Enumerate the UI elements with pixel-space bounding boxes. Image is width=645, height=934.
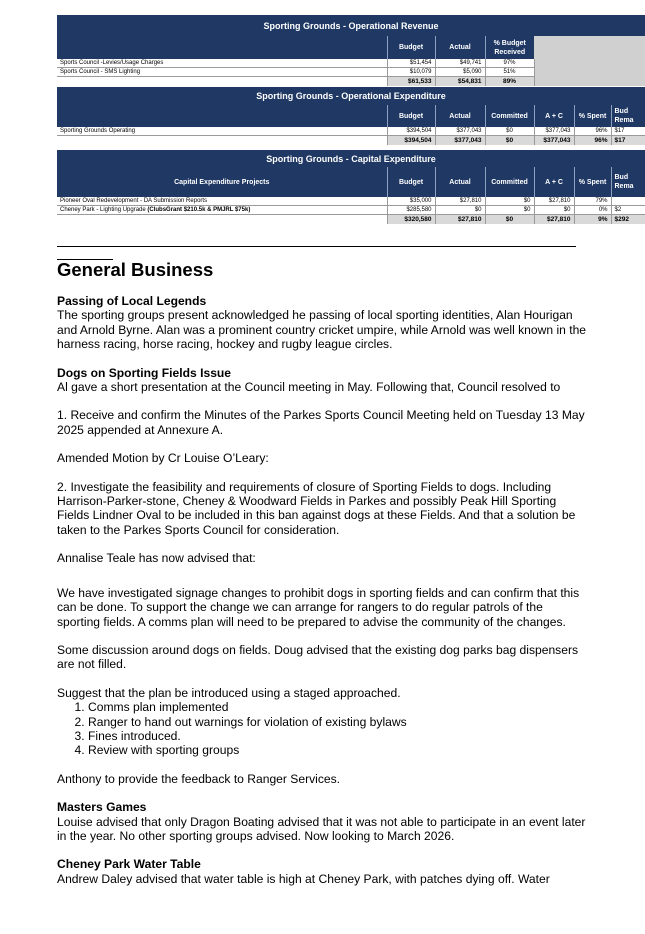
section-divider bbox=[57, 246, 576, 247]
list-item: 2. Ranger to hand out warnings for violation of existing bylaws bbox=[88, 715, 587, 729]
revenue-table bbox=[57, 15, 645, 86]
table-total-row: $394,504 $377,043 $0 $377,043 96% $17 bbox=[57, 136, 645, 146]
table-row: Sporting Grounds Operating $394,504 $377,043 $0 $377,043 96% $17 bbox=[57, 127, 645, 136]
revenue-col-actual: Actual bbox=[435, 36, 485, 59]
table-row: Sports Council - SMS Lighting $10,079 $5,090 51% bbox=[57, 68, 645, 77]
page-heading: General Business bbox=[57, 259, 214, 280]
section-title: Passing of Local Legends bbox=[57, 294, 207, 308]
paragraph: Anthony to provide the feedback to Ranger Services. bbox=[57, 771, 341, 786]
paragraph: Suggest that the plan be introduced using a staged approached. bbox=[57, 685, 401, 700]
capital-table-title: Sporting Grounds - Capital Expenditure bbox=[57, 150, 645, 167]
paragraph: Louise advised that only Dragon Boating advised that it was not able to participate in an event later in the year. No other sporting groups advised. Now looking to March 2026. bbox=[57, 814, 586, 843]
paragraph: Andrew Daley advised that water table is high at Cheney Park, with patches dying off. Water bbox=[57, 871, 550, 886]
paragraph: The sporting groups present acknowledged he passing of local sporting identities, Alan Hourigan and Arnold Byrne. Alan was a prominent country cricket umpire, while Arnold was well known in the harness racing, horse racing, hockey and rugby league circles. bbox=[57, 308, 587, 352]
paragraph: Al gave a short presentation at the Council meeting in May. Following that, Council resolved to bbox=[57, 380, 561, 395]
revenue-table-title: Sporting Grounds - Operational Revenue bbox=[57, 15, 645, 36]
staged-plan-list bbox=[57, 700, 587, 758]
table-total-row: $61,533 $54,831 89% bbox=[57, 77, 645, 87]
section-title: Dogs on Sporting Fields Issue bbox=[57, 365, 232, 380]
revenue-col-pct: % Budget Received bbox=[485, 36, 534, 59]
paragraph: We have investigated signage changes to prohibit dogs in sporting fields and can confirm that this can be done. To support the change we can arrange for rangers to do regular patrols of the sporting fields. A comms plan will need to be prepared to advise the community of the changes. bbox=[57, 585, 580, 629]
expenditure-table: Sporting Grounds - Operational Expenditure Budget Actual Committed A + C % Spent Bud Rema Sporting Grounds Operating $394,504 $377,043 $0 $377,043 96% $17 $394,504 $377,043 $0 $377,043 96% $17 bbox=[57, 87, 645, 145]
list-item: 4. Review with sporting groups bbox=[88, 743, 587, 757]
expenditure-table-title: Sporting Grounds - Operational Expenditure bbox=[57, 87, 645, 105]
paragraph: Amended Motion by Cr Louise O’Leary: bbox=[57, 451, 269, 466]
list-item: 3. Fines introduced. bbox=[88, 729, 587, 743]
paragraph: Some discussion around dogs on fields. Doug advised that the existing dog parks bag dispensers are not filled. bbox=[57, 642, 579, 672]
table-row: Sports Council -Levies/Usage Charges $51,454 $49,741 97% bbox=[57, 59, 645, 68]
section-title: Cheney Park Water Table bbox=[57, 857, 201, 872]
revenue-col-budget: Budget bbox=[387, 36, 435, 59]
section-title: Masters Games bbox=[57, 800, 147, 815]
document-body bbox=[57, 259, 587, 900]
capital-table: Sporting Grounds - Capital Expenditure Capital Expenditure Projects Budget Actual Committed A + C % Spent Bud Rema Pioneer Oval Redevelopment - DA Submission Reports $35,000 $27,810 $0 $27,810 79% Cheney Park - Lighting Upgrade (ClubsGrant $210.5k & PMJRL $75k) $285,580 $0 $0 $0 0% $2 $320,580 $27,810 $0 $27,810 9% $292 bbox=[57, 150, 645, 224]
paragraph: 1. Receive and confirm the Minutes of the Parkes Sports Council Meeting held on Tuesday 13 May 2025 appended at Annexure A. bbox=[57, 408, 585, 437]
table-row: Cheney Park - Lighting Upgrade (ClubsGrant $210.5k & PMJRL $75k) $285,580 $0 $0 $0 0% $2 bbox=[57, 206, 645, 215]
table-row: Pioneer Oval Redevelopment - DA Submission Reports $35,000 $27,810 $0 $27,810 79% bbox=[57, 197, 645, 206]
paragraph: Annalise Teale has now advised that: bbox=[57, 551, 256, 566]
table-total-row: $320,580 $27,810 $0 $27,810 9% $292 bbox=[57, 215, 645, 225]
paragraph: 2. Investigate the feasibility and requirements of closure of Sporting Fields to dogs. Including Harrison-Parker-stone, Cheney & Woodward Fields in Parkes and possibly Peak Hill Sporting Fields Lindner Oval to be included in this ban against dogs at these Fields. And that a solution be taken to the Parkes Sports Council for consideration. bbox=[57, 479, 576, 537]
list-item: 1. Comms plan implemented bbox=[88, 700, 587, 714]
